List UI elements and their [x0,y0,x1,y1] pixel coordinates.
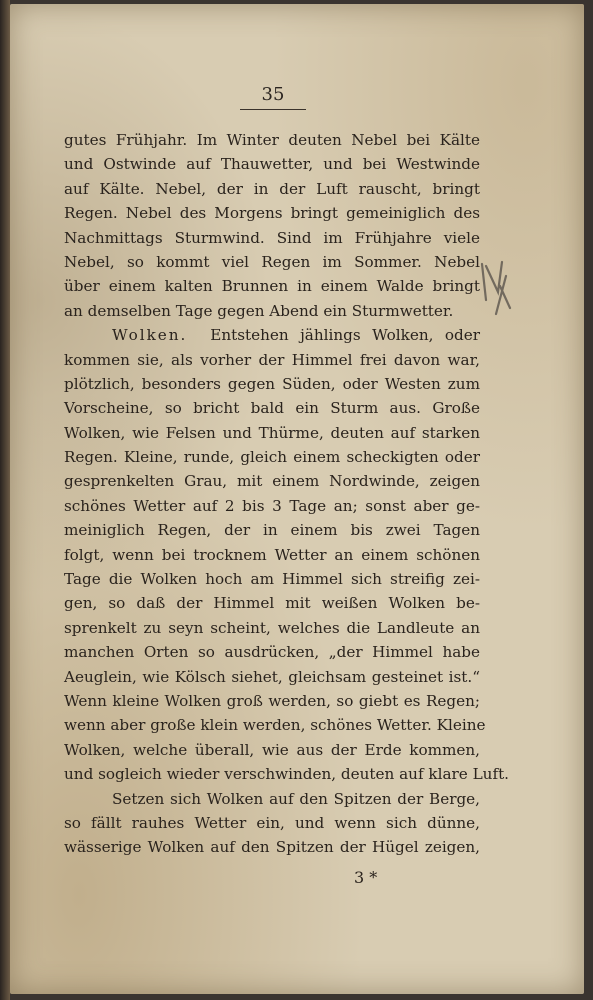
text-line: plötzlich, besonders gegen Süden, oder Westen zum [64,374,480,393]
text-line: Entstehen jählings Wolken, oder [210,326,480,345]
text-line: über einem kalten Brunnen in einem Walde bringt [64,277,480,296]
book-spine [0,0,10,1000]
text-line: Nebel, so kommt viel Regen im Sommer. Nebel [64,252,480,271]
text-line: sprenkelt zu seyn scheint, welches die Landleute an [64,618,480,637]
text-line: kommen sie, als vorher der Himmel frei davon war, [64,350,480,369]
text-line: Setzen sich Wolken auf den Spitzen der Berge, [112,789,480,808]
text-line: Tage die Wolken hoch am Himmel sich streifig zei- [64,570,480,589]
text-line: und Ostwinde auf Thauwetter, und bei Westwinde [64,155,480,174]
text-line: Aeuglein, wie Kölsch siehet, gleichsam gesteinet ist.“ [64,667,480,686]
text-line: Vorscheine, so bricht bald ein Sturm aus. Große [64,399,480,418]
text-line: auf Kälte. Nebel, der in der Luft rauscht, bringt [64,179,480,198]
text-line: gutes Frühjahr. Im Winter deuten Nebel bei Kälte [64,131,480,149]
text-line: Wolken, wie Felsen und Thürme, deuten auf starken [64,423,480,442]
text-line: Wenn kleine Wolken groß werden, so giebt es Regen; [64,691,480,710]
paragraph-start-line [64,323,480,347]
text-line: gesprenkelten Grau, mit einem Nordwinde, zeigen [64,472,480,491]
text-line: folgt, wenn bei trocknem Wetter an einem schönen [64,545,480,564]
signature-mark: 3 * [354,868,378,887]
body-text [64,128,510,860]
text-line: wenn aber große klein werden, schönes Wetter. Kleine [64,716,486,735]
text-line: an demselben Tage gegen Abend ein Sturmwetter. [64,301,454,320]
text-line: Wolken, welche überall, wie aus der Erde kommen, [64,740,480,759]
text-line: Nachmittags Sturmwind. Sind im Frühjahre viele [64,228,480,247]
text-line: schönes Wetter auf 2 bis 3 Tage an; sonst aber ge- [64,496,480,515]
text-line: und sogleich wieder verschwinden, deuten auf klare Luft. [64,765,510,784]
text-line: Regen. Kleine, runde, gleich einem scheckigten oder [64,448,480,467]
section-heading: Wolken. [112,326,188,345]
text-line: meiniglich Regen, der in einem bis zwei Tagen [64,521,480,540]
text-line: gen, so daß der Himmel mit weißen Wolken be- [64,594,480,613]
text-line: manchen Orten so ausdrücken, „der Himmel habe [64,643,480,662]
page-number: 35 [240,84,306,110]
text-line: so fällt rauhes Wetter ein, und wenn sich dünne, [64,813,480,832]
text-line: Regen. Nebel des Morgens bringt gemeiniglich des [64,204,480,223]
text-line: wässerige Wolken auf den Spitzen der Hügel zeigen, [64,838,480,857]
handwritten-margin-mark [476,256,518,320]
